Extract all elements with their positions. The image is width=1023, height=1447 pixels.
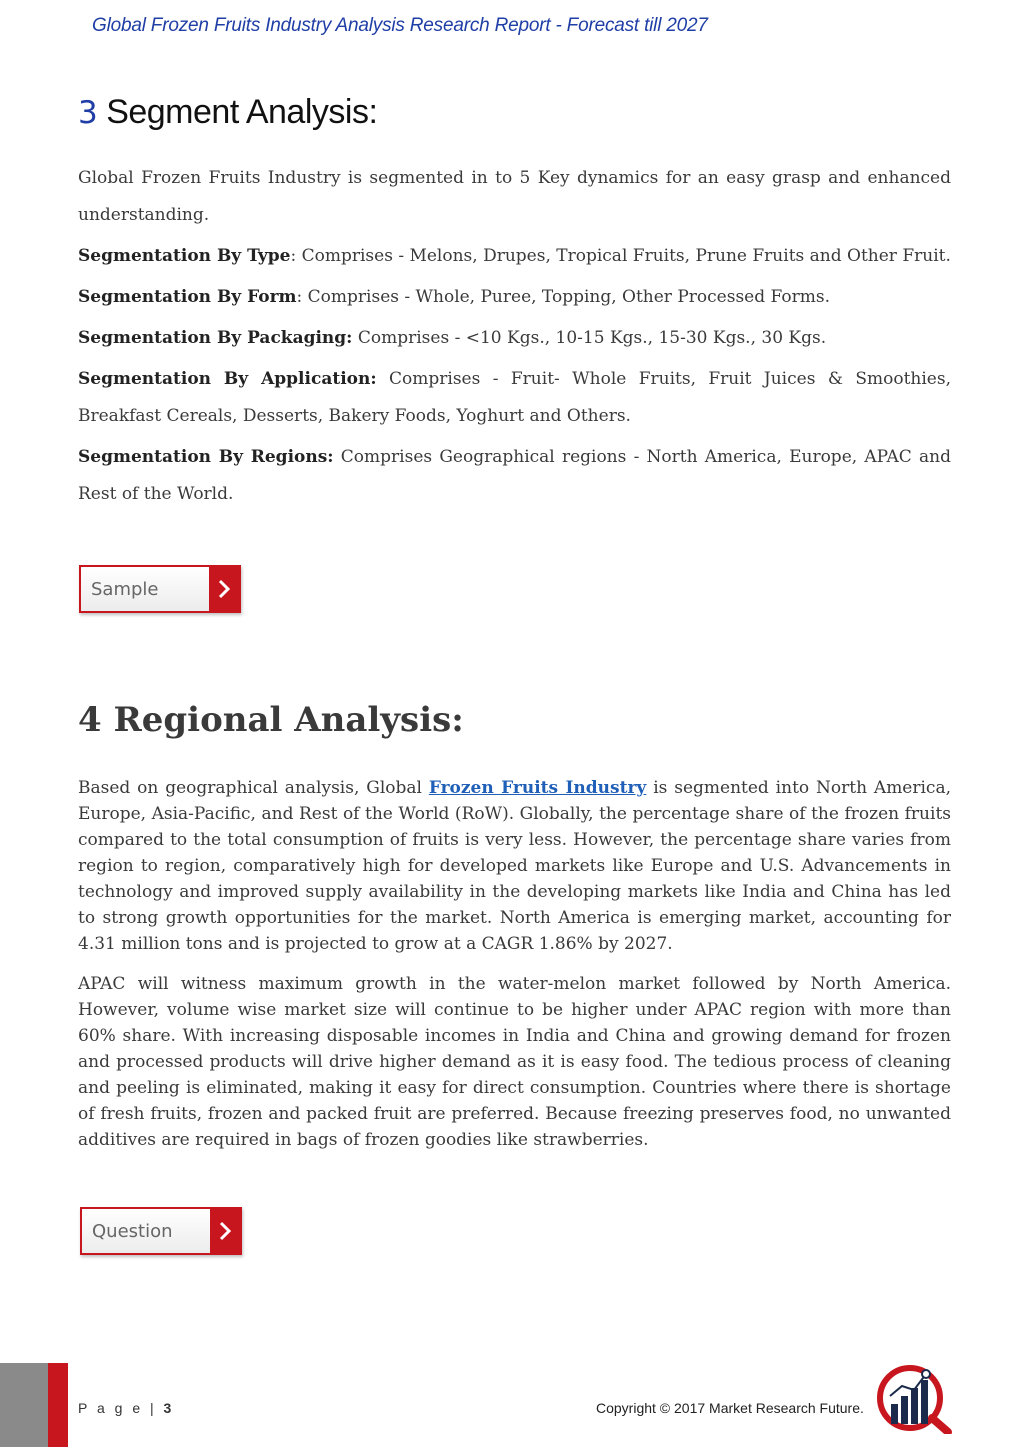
segment-item-form <box>78 279 951 316</box>
segment-text: Comprises - <10 Kgs., 10-15 Kgs., 15-30 Kgs., 30 Kgs. <box>352 328 827 348</box>
frozen-fruits-industry-link[interactable]: Frozen Fruits Industry <box>428 778 647 798</box>
segment-label: Segmentation By Application: <box>78 369 377 389</box>
regional-analysis-body <box>78 775 951 1167</box>
regional-paragraph-2: APAC will witness maximum growth in the water-melon market followed by North America. However, volume wise market size will continue to be higher under APAC region with more than 60% share. With increasing disposable incomes in India and China and growing demand for frozen and processed products will drive higher demand as it is easy food. The tedious process of cleaning and peeling is eliminated, making it easy for direct consumption. Countries where there is shortage of fresh fruits, frozen and packed fruit are preferred. Because freezing preserves food, no unwanted additives are required in bags of frozen goodies like strawberries. <box>78 974 951 1150</box>
segment-label: Segmentation By Packaging: <box>78 328 353 348</box>
question-button[interactable] <box>80 1207 242 1255</box>
segment-intro: Global Frozen Fruits Industry is segmented in to 5 Key dynamics for an easy grasp and enhanced understanding. <box>78 168 951 225</box>
chevron-right-icon <box>210 1209 240 1253</box>
segment-item-packaging <box>78 320 951 357</box>
segment-label: Segmentation By Regions: <box>78 447 334 467</box>
section-3-heading <box>78 93 377 132</box>
chevron-right-icon <box>209 567 239 611</box>
report-header-title: Global Frozen Fruits Industry Analysis Research Report - Forecast till 2027 <box>92 15 708 36</box>
footer-red-bar <box>48 1363 68 1447</box>
segment-label: Segmentation By Type <box>78 246 291 266</box>
page-number <box>78 1400 171 1416</box>
segment-text: Comprises - Fruit- Whole Fruits, Fruit Juices & Smoothies, Breakfast Cereals, Desserts, Bakery Foods, Yoghurt and Others. <box>78 369 951 426</box>
segment-text: : Comprises - Melons, Drupes, Tropical Fruits, Prune Fruits and Other Fruit. <box>290 246 951 266</box>
question-button-label: Question <box>82 1209 210 1253</box>
regional-paragraph-1 <box>78 775 951 957</box>
segment-analysis-body <box>78 160 951 517</box>
sample-button[interactable] <box>79 565 241 613</box>
section-4-heading: 4 Regional Analysis: <box>78 700 464 740</box>
page-label: P a g e | <box>78 1400 164 1416</box>
segment-item-type <box>78 238 951 275</box>
copyright-text: Copyright © 2017 Market Research Future. <box>596 1400 864 1416</box>
market-research-future-logo <box>876 1362 954 1434</box>
segment-label: Segmentation By Form <box>78 287 297 307</box>
segment-item-application <box>78 361 951 435</box>
segment-item-regions <box>78 439 951 513</box>
section-3-number: 3 <box>78 95 98 131</box>
regional-p1-start: Based on geographical analysis, Global <box>78 778 429 798</box>
footer-gray-bar <box>0 1363 48 1447</box>
segment-text: Comprises Geographical regions - North America, Europe, APAC and Rest of the World. <box>78 447 952 504</box>
regional-p1-end: is segmented into North America, Europe, Asia-Pacific, and Rest of the World (RoW). Globally, the percentage share of the frozen fruits compared to the total consumption of fruits is very less. However, the percentage share varies from region to region, comparatively high for developed markets like Europe and U.S. Advancements in technology and improved supply availability in the developing markets like India and China has led to strong growth opportunities for the market. North America is emerging market, accounting for 4.31 million tons and is projected to grow at a CAGR 1.86% by 2027. <box>78 778 951 954</box>
section-3-title: Segment Analysis: <box>106 93 378 131</box>
segment-text: : Comprises - Whole, Puree, Topping, Other Processed Forms. <box>296 287 830 307</box>
sample-button-label: Sample <box>81 567 209 611</box>
page-number-value: 3 <box>163 1400 172 1416</box>
